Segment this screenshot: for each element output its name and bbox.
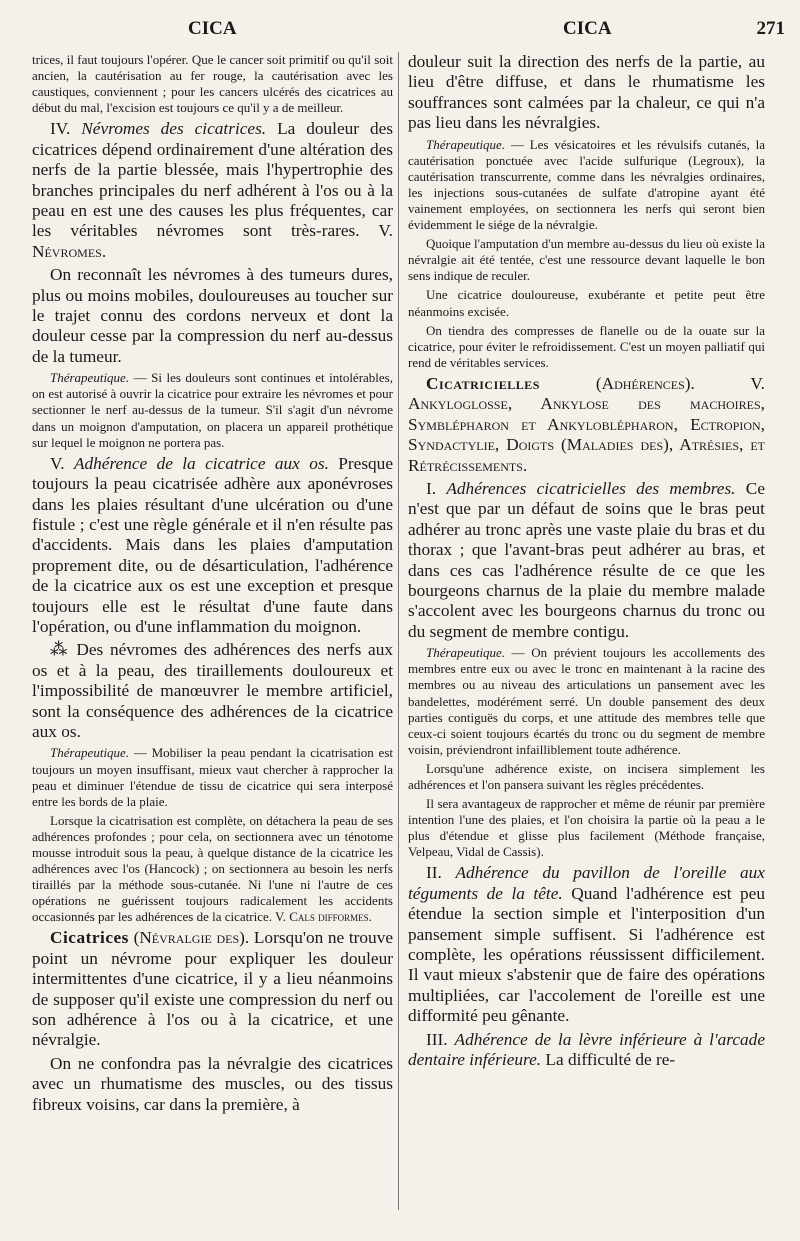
section-title: Adhérences cicatricielles des membres. bbox=[446, 478, 736, 498]
page-header bbox=[30, 18, 785, 44]
left-paragraph-3: On reconnaît les névromes à des tumeurs dures, plus ou moins mobiles, douloureuses au toucher sur le trajet connu des cordons nerveux et dont la douleur cesse par la compression du nerf au-dessus de la tumeur. bbox=[32, 265, 393, 366]
right-paragraph-1: douleur suit la direction des nerfs de la partie, au lieu d'être diffuse, et dans le rhumatisme les souffrances sont calmées par la chaleur, ce qui n'a pas lieu dans les névralgies. bbox=[408, 52, 765, 133]
therapeutique-label: Thérapeutique. bbox=[50, 745, 130, 761]
entry-cicatricielles bbox=[408, 374, 765, 476]
left-paragraph-10: On ne confondra pas la névralgie des cicatrices avec un rhumatisme des muscles, ou des tissus fibreux voisins, car dans la première, à bbox=[32, 1053, 393, 1114]
left-paragraph-6: ⁂ Des névromes des adhérences des nerfs aux os et à la peau, des tiraillements douloureux et l'impossibilité de manœuvrer le membre artificiel, sont la conséquence des adhérences de la cicatrice aux os. bbox=[32, 640, 393, 741]
therapeutique-label: Thérapeutique. bbox=[426, 645, 506, 661]
entry-headword: Cicatrices bbox=[50, 928, 129, 948]
section-title: Adhérence du pavillon de l'oreille aux téguments de la tête. bbox=[408, 863, 765, 903]
right-running-title: CICA bbox=[563, 18, 612, 39]
page-number: 271 bbox=[756, 18, 785, 39]
section-title: Adhérence de la cicatrice aux os. bbox=[73, 453, 329, 473]
right-therapeutique-1 bbox=[408, 137, 765, 234]
section-number: II. bbox=[426, 863, 442, 883]
therapeutique-body: — Mobiliser la peau pendant la cicatrisation est toujours un moyen insuffisant, mieux vaut chercher à rapprocher la peau et diminuer l'étendue de tissu de cicatrice qui sera interposé entre les bords de la plaie. bbox=[32, 745, 393, 809]
left-paragraph-1: trices, il faut toujours l'opérer. Que le cancer soit primitif ou qu'il soit ancien, la cautérisation au fer rouge, la cautérisation avec les caustiques, conviennent ; pour les cancers ulcérés des cicatrices au début du mal, l'excision est toujours ce qu'il y a de meilleur. bbox=[32, 52, 393, 116]
left-running-title: CICA bbox=[188, 18, 237, 39]
therapeutique-body: — Les vésicatoires et les révulsifs cutanés, la cautérisation ponctuée avec l'acide sulfurique (Legroux), la cautérisation transcurrente, comme dans les névralgies ordinaires, les injections sous-cutanées de sulfate d'atropine ayant été vainement employées, on sectionnera les nerfs qui seront bien évidemment le siége de la névralgie. bbox=[408, 136, 765, 233]
section-body: La douleur des cicatrices dépend ordinairement d'une altération des nerfs de la partie blessée, mais l'hypertrophie des branches principales du nerf adhérent à l'os ou à la peau en est une des causes les plus fréquentes, car les véritables névromes sont très-rares. V. bbox=[32, 119, 393, 241]
entry-body: (Adhérences). V. Ankyloglosse, Ankylose des machoires, Symblépharon et Ankyloblépharon, Ectropion, Syndactylie, Doigts (Maladies des), Atrésies, et Rétrécissements. bbox=[408, 373, 765, 475]
right-section-iii bbox=[408, 1030, 765, 1071]
entry-headword: Cicatricielles bbox=[426, 373, 540, 393]
therapeutique-body: — Si les douleurs sont continues et intolérables, on est autorisé à ouvrir la cicatrice pour extraire les névromes et pour sectionner le nerf au-dessus de la tumeur. S'il s'agit d'un névrome dans un moignon d'amputation, on placera un appareil prothétique sur lequel le moignon ne portera pas. bbox=[32, 370, 393, 450]
section-number: III. bbox=[426, 1029, 448, 1049]
column-divider bbox=[398, 52, 399, 1210]
right-column bbox=[408, 52, 765, 1222]
left-section-v bbox=[32, 454, 393, 638]
section-title: Névromes des cicatrices. bbox=[81, 119, 267, 139]
left-section-iv bbox=[32, 119, 393, 262]
left-therapeutique-2 bbox=[32, 745, 393, 809]
left-paragraph-8 bbox=[32, 813, 393, 926]
section-number: I. bbox=[426, 478, 437, 498]
section-body: La difficulté de re- bbox=[545, 1050, 676, 1070]
paragraph-body: Lorsque la cicatrisation est complète, on détachera la peau de ses adhérences profondes ; pour cela, on sectionnera avec un ténotome mousse introduit sous la peau, à quelque distance de la cicatrice les adhérences avec l'os (Hancock) ; on sectionnera au besoin les nerfs tiraillés par la méthode sous-cutanée. Ni l'une ni l'autre de ces opérations ne guérissent toujours radicalement les accidents occasionnés par les adhérences de la cicatrice. V. bbox=[32, 812, 393, 925]
right-paragraph-5: On tiendra des compresses de flanelle ou de la ouate sur la cicatrice, pour éviter le refroidissement. C'est un moyen palliatif qui rend de véritables services. bbox=[408, 322, 765, 370]
right-paragraph-4: Une cicatrice douloureuse, exubérante et petite peut être néanmoins excisée. bbox=[408, 287, 765, 319]
section-body: Ce n'est que par un défaut de soins que le bras peut adhérer au tronc après une vaste plaie du bras et du thorax ; que l'avant-bras peut adhérer au bras, et dans ces cas l'adhérence résulte de ce que les bourgeons charnus de la plaie du membre malade s'accolent avec les bourgeons charnus du tronc ou du segment de membre contigu. bbox=[408, 478, 765, 641]
therapeutique-label: Thérapeutique. bbox=[50, 370, 130, 386]
entry-body: Lorsqu'on ne trouve point un névrome pour expliquer les douleur intermittentes d'une cicatrice, il y a lieu néanmoins de supposer qu'il existe une compression du nerf ou son adhérence à l'os ou à la cicatrice, et une névralgie. bbox=[32, 928, 393, 1050]
left-column bbox=[32, 52, 393, 1222]
left-therapeutique-1 bbox=[32, 370, 393, 450]
therapeutique-body: — On prévient toujours les accollements des membres entre eux ou avec le tronc en maintenant à la racine des membres ou au niveau des articulations un pansement avec les bandelettes, modérément serré. Un double pansement des deux parties contiguës du corps, et une attitude des membres telle que ceux-ci soient toujours écartés du tronc ou du segment de membre voisin, préviendront infailliblement toute adhérence. bbox=[408, 645, 765, 757]
right-paragraph-10: Il sera avantageux de rapprocher et même de réunir par première intention l'une des plaies, et l'on choisira la partie où la peau a le plus d'étendue et glisse plus facilement (Méthode française, Velpeau, Vidal de Cassis). bbox=[408, 796, 765, 860]
section-number: IV. bbox=[50, 119, 71, 139]
right-paragraph-3: Quoique l'amputation d'un membre au-dessus du lieu où existe la névralgie ait été tentée, c'est une ressource devant laquelle le bon sens indique de reculer. bbox=[408, 236, 765, 284]
section-body: Quand l'adhérence est peu étendue la section simple et l'interposition d'un pansement simple suffisent. Si l'adhérence est complète, les opérations réussissent difficilement. Il vaut mieux s'abstenir que de faire des opérations multipliées, car l'accolement de l'oreille est une difformité peu gênante. bbox=[408, 883, 765, 1026]
entry-cicatrices-nevralgie bbox=[32, 928, 393, 1050]
entry-subheading: (Névralgie des). bbox=[133, 928, 250, 948]
section-body: Presque toujours la peau cicatrisée adhère aux aponévroses dans les plaies résultant d'une ulcération ou d'une fistule ; c'est une règle générale et il n'en résulte pas d'accidents. Mais dans les plaies d'amputation proprement dite, ou de désarticulation, l'adhérence de la cicatrice aux os est une exception et presque toujours elle est le résultat d'une faute dans l'opération, ou d'une inflammation du moignon. bbox=[32, 453, 393, 636]
right-section-ii bbox=[408, 863, 765, 1026]
cross-reference: Cals difformes. bbox=[289, 909, 372, 925]
right-paragraph-9: Lorsqu'une adhérence existe, on incisera simplement les adhérences et l'on pansera suivant les règles précédentes. bbox=[408, 760, 765, 792]
cross-reference: Névromes. bbox=[32, 241, 107, 261]
section-title: Adhérence de la lèvre inférieure à l'arcade dentaire inférieure. bbox=[408, 1029, 765, 1070]
right-therapeutique-2 bbox=[408, 645, 765, 758]
therapeutique-label: Thérapeutique. bbox=[426, 136, 506, 152]
right-section-i bbox=[408, 479, 765, 642]
section-number: V. bbox=[50, 453, 65, 473]
